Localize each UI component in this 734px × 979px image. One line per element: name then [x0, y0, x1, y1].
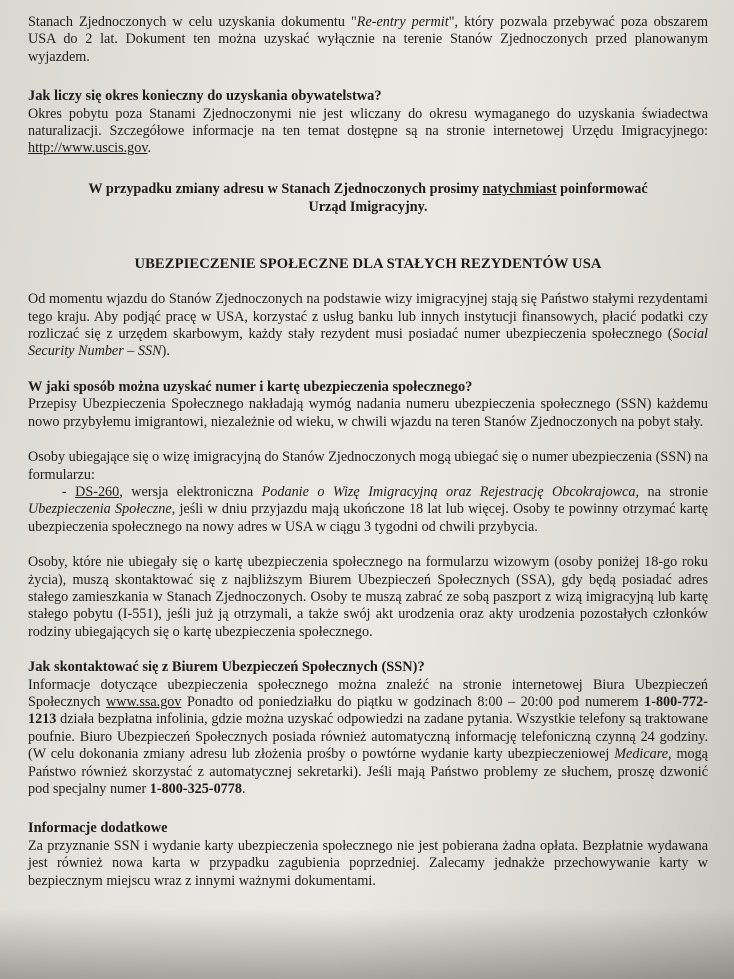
contact-paragraph: Informacje dotyczące ubezpieczenia społecznego można znaleźć na stronie internetowej Biura Ubezpieczeń Społecznych www.ssa.gov Ponadto od poniedziałku do piątku w godzinach 8:00 – 20:00 pod numerem 1-800-772-1213 działa bezpłatna infolinia, gdzie można uzyskać odpowiedzi na zadane pytania. Wszystkie telefony są traktowane poufnie. Biuro Ubezpieczeń Społecznych posiada również automatyczną informację telefoniczną czynną 24 godziny. (W celu dokonania zmiany adresu lub złożenia prośby o powtórne wydanie karty ubezpieczeniowej Medicare, mogą Państwo również skorzystać z automatycznej sekretarki). Jeśli mają Państwo problemy ze słuchem, proszę dzwonić pod specjalny numer 1-800-325-0778.	[28, 676, 708, 797]
medicare-term: Medicare	[614, 746, 669, 763]
reentry-permit-term: Re-entry permit	[356, 14, 449, 30]
contact-heading: Jak skontaktować się z Biurem Ubezpieczeń Społecznych (SSN)?	[28, 659, 425, 676]
additional-info-paragraph: Za przyznanie SSN i wydanie karty ubezpieczenia społecznego nie jest pobierana żadna opłata. Bezpłatnie wydawana jest również nowa karta w przypadku zagubienia poprzedniej. Zalecamy jednakże przechowywanie karty w bezpiecznym miejscu wraz z innymi ważnymi dokumentami.	[28, 837, 708, 889]
how-ssn-heading: W jaki sposób można uzyskać numer i kartę ubezpieczenia społecznego?	[28, 378, 473, 395]
citizenship-paragraph: Okres pobytu poza Stanami Zjednoczonymi nie jest wliczany do okresu wymaganego do uzyskania świadectwa naturalizacji. Szczegółowe informacje na ten temat dostępne są na stronie internetowej Urzędu Imigracyjnego: http://www.uscis.gov.	[28, 105, 708, 157]
how-ssn-paragraph: Przepisy Ubezpieczenia Społecznego nakładają wymóg nadania numeru ubezpieczenia społecznego (SSN) każdemu nowo przybyłemu imigrantowi, niezależnie od wieku, w chwili wjazdu na teren Stanów Zjednoczonych na pobyt stały.	[28, 396, 708, 430]
additional-info-heading: Informacje dodatkowe	[28, 820, 168, 837]
section-title: UBEZPIECZENIE SPOŁECZNE DLA STAŁYCH REZYDENTÓW USA	[134, 255, 602, 272]
social-security-page-name: Ubezpieczenia Społeczne	[28, 501, 172, 518]
immediately-emphasis: natychmiast	[482, 180, 557, 197]
reentry-permit-paragraph: Stanach Zjednoczonych w celu uzyskania dokumentu "Re-entry permit", który pozwala przebywać poza obszarem USA do 2 lat. Dokument ten można uzyskać wyłącznie na terenie Stanów Zjednoczonych przed planowanym wyjazdem.	[28, 14, 708, 65]
hearing-impaired-number: 1-800-325-0778	[149, 781, 242, 797]
intro-paragraph: Od momentu wjazdu do Stanów Zjednoczonych na podstawie wizy imigracyjnej stają się Państwo stałymi rezydentami tego kraju. Aby podjąć pracę w USA, korzystać z usług banku lub innych instytucji finansowych, płacić podatki czy rozliczać się z urzędem skarbowym, każdy stały rezydent musi posiadać numer ubezpieczenia społecznego (Social Security Number – SSN).	[28, 291, 708, 360]
helpline-number: 1-800-772-1213	[28, 693, 708, 728]
address-change-notice: W przypadku zmiany adresu w Stanach Zjednoczonych prosimy natychmiast poinformować Urząd Imigracyjny.	[88, 180, 648, 215]
ssn-term: Social Security Number – SSN	[28, 326, 708, 360]
ssa-link[interactable]: www.ssa.gov	[105, 693, 182, 710]
ds260-item: - DS-260, wersja elektroniczna Podanie o Wizę Imigracyjną oraz Rejestrację Obcokrajowca, na stronie Ubezpieczenia Społeczne, jeśli w dniu przyjazdu mają ukończone 18 lat lub więcej. Osoby te powinny otrzymać kartę ubezpieczenia społecznego na nowy adres w USA w ciągu 3 tygodni od chwili przybycia.	[28, 483, 708, 535]
visa-apply-paragraph: Osoby ubiegające się o wizę imigracyjną do Stanów Zjednoczonych mogą ubiegać się o numer ubezpieczenia (SSN) na formularzu:	[28, 449, 708, 483]
no-apply-paragraph: Osoby, które nie ubiegały się o kartę ubezpieczenia społecznego na formularzu wizowym (osoby poniżej 18-go roku życia), muszą skontaktować się z najbliższym Biurem Ubezpieczeń Społecznych (SSA), gdy będą posiadać adres stałego zamieszkania w Stanach Zjednoczonych. Osoby te muszą zabrać ze sobą paszport z wizą imigracyjną lub kartę stałego pobytu (I-551), jeśli już ją otrzymali, a także swój akt urodzenia oraz akty urodzenia pozostałych członków rodziny ubiegających się o kartę ubezpieczenia społecznego.	[28, 554, 708, 640]
citizenship-heading: Jak liczy się okres konieczny do uzyskania obywatelstwa?	[28, 88, 382, 105]
ds260-link[interactable]: DS-260	[75, 483, 120, 500]
uscis-link[interactable]: http://www.uscis.gov	[28, 140, 148, 157]
form-name: Podanie o Wizę Imigracyjną oraz Rejestrację Obcokrajowca	[261, 483, 636, 500]
